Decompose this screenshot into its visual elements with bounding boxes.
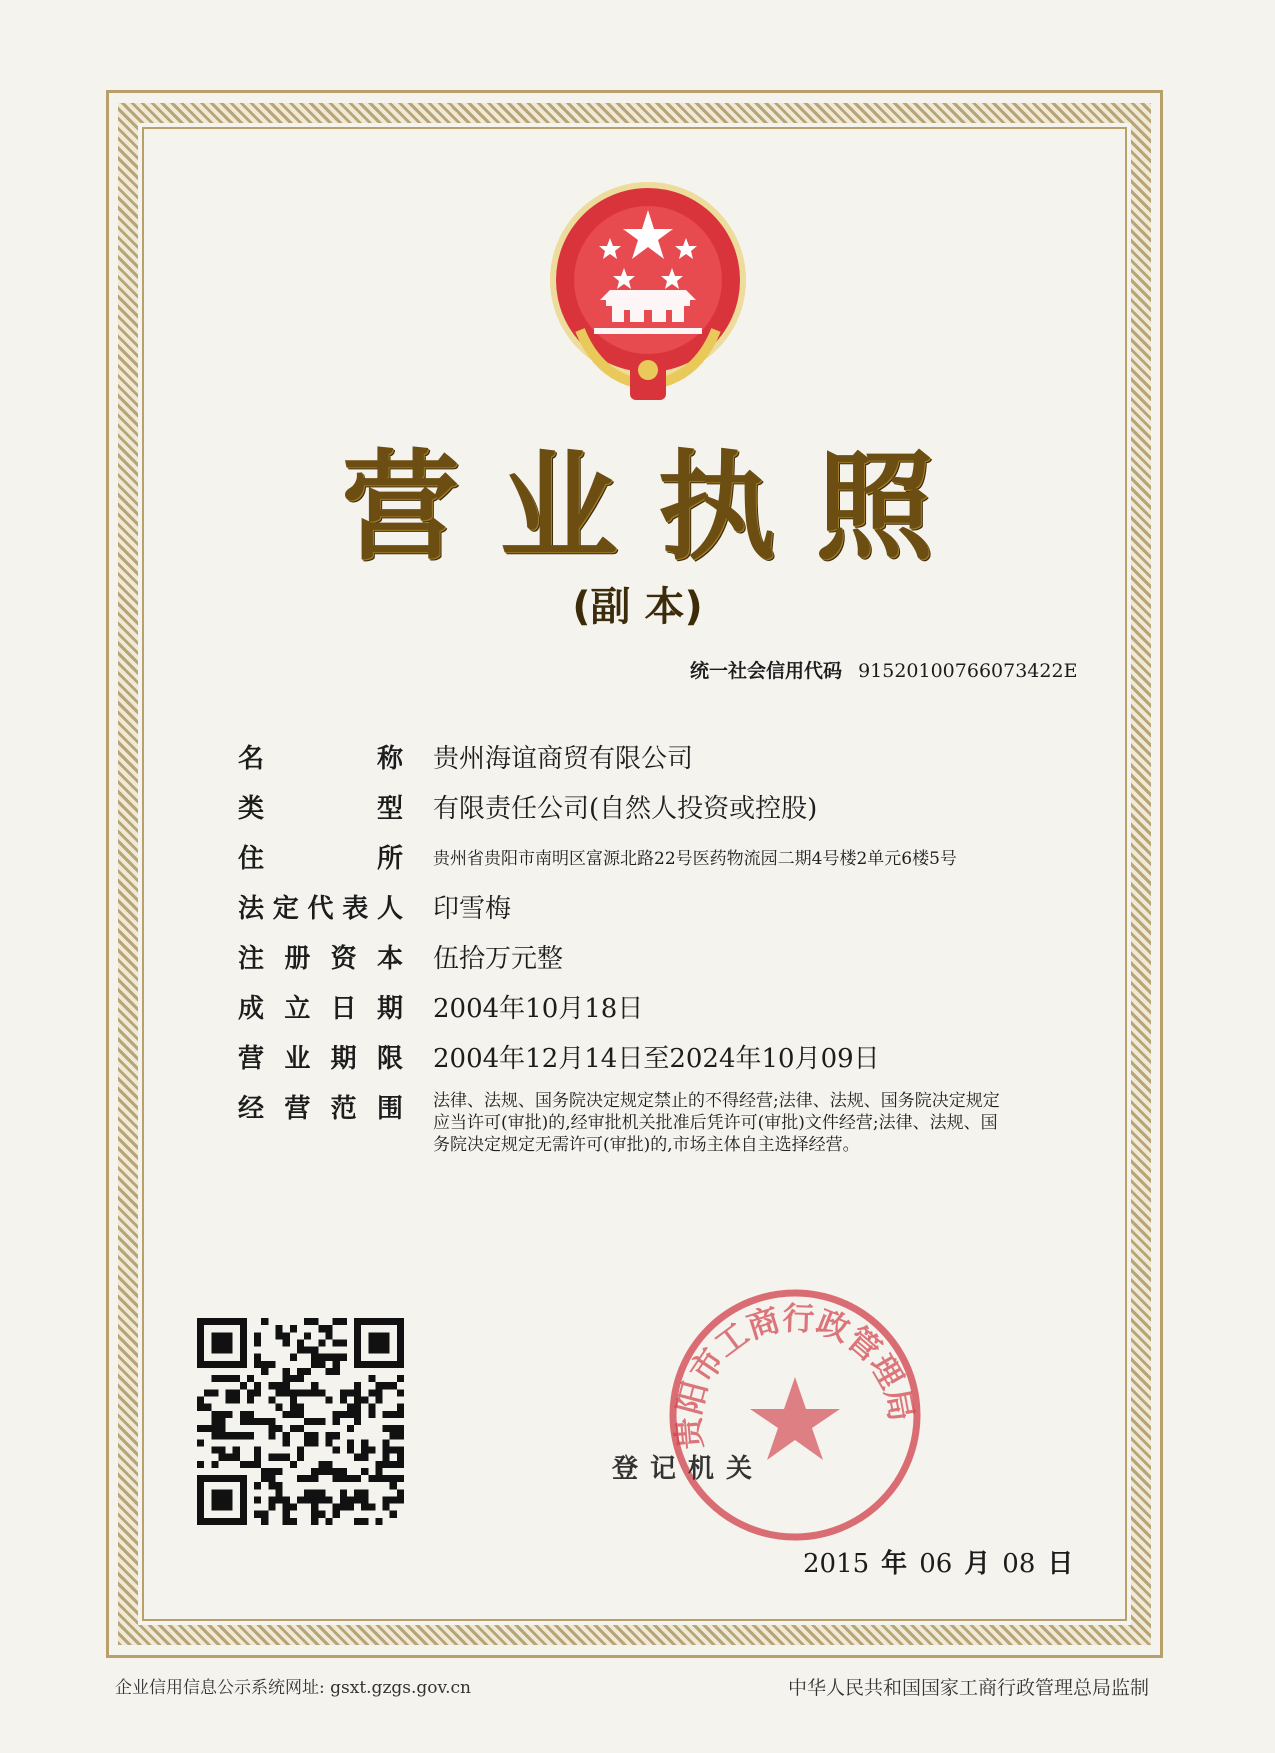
field-label: 住所 [238, 844, 403, 874]
field-value: 印雪梅 [433, 894, 512, 924]
national-emblem-icon [540, 180, 756, 406]
field-label: 注册资本 [238, 944, 403, 974]
field-value: 贵州海谊商贸有限公司 [433, 744, 694, 774]
field-value: 2004年12月14日至2024年10月09日 [433, 1044, 880, 1074]
date-year-unit: 年 [881, 1549, 908, 1579]
field-name [238, 738, 693, 775]
field-established-date [238, 988, 643, 1025]
footer-website: 企业信用信息公示系统网址: gsxt.gzgs.gov.cn [115, 1678, 471, 1698]
date-day-unit: 日 [1047, 1549, 1074, 1579]
credit-code-label: 统一社会信用代码 [690, 660, 843, 682]
field-label: 名称 [238, 744, 403, 774]
field-value: 法律、法规、国务院决定规定禁止的不得经营;法律、法规、国务院决定规定应当许可(审批)的,经审批机关批准后凭许可(审批)文件经营;法律、法规、国务院决定规定无需许可(审批)的,市场主体自主选择经营。 [433, 1091, 1000, 1155]
field-value: 贵州省贵阳市南明区富源北路22号医药物流园二期4号楼2单元6楼5号 [433, 849, 957, 869]
document-title: 营业执照 [341, 438, 974, 576]
field-label: 成立日期 [238, 994, 403, 1024]
official-seal [665, 1285, 925, 1545]
field-business-term [238, 1038, 880, 1075]
credit-code [690, 656, 1077, 683]
svg-text:贵阳市工商行政管理局: 贵阳市工商行政管理局 [669, 1299, 921, 1451]
date-day: 08 [1002, 1549, 1036, 1579]
field-value: 有限责任公司(自然人投资或控股) [433, 794, 818, 824]
registration-authority: 登记机关 [612, 1454, 765, 1484]
date-year: 2015 [803, 1549, 870, 1579]
field-address [238, 838, 957, 875]
footer-issuer: 中华人民共和国国家工商行政管理总局监制 [788, 1677, 1150, 1699]
field-type [238, 788, 817, 825]
field-label: 营业期限 [238, 1044, 403, 1074]
date-month: 06 [919, 1549, 953, 1579]
field-value: 伍拾万元整 [433, 944, 564, 974]
field-label: 经营范围 [238, 1094, 403, 1124]
field-legal-representative [238, 888, 511, 925]
field-label: 类型 [238, 794, 403, 824]
date-month-unit: 月 [964, 1549, 991, 1579]
credit-code-value: 91520100766073422E [858, 660, 1078, 682]
issue-date [803, 1543, 1085, 1580]
field-business-scope [238, 1088, 1013, 1156]
document-subtitle: (副 本) [572, 584, 703, 630]
qr-code [197, 1318, 404, 1525]
field-registered-capital [238, 938, 563, 975]
field-label: 法定代表人 [238, 894, 403, 924]
field-value: 2004年10月18日 [433, 994, 644, 1024]
